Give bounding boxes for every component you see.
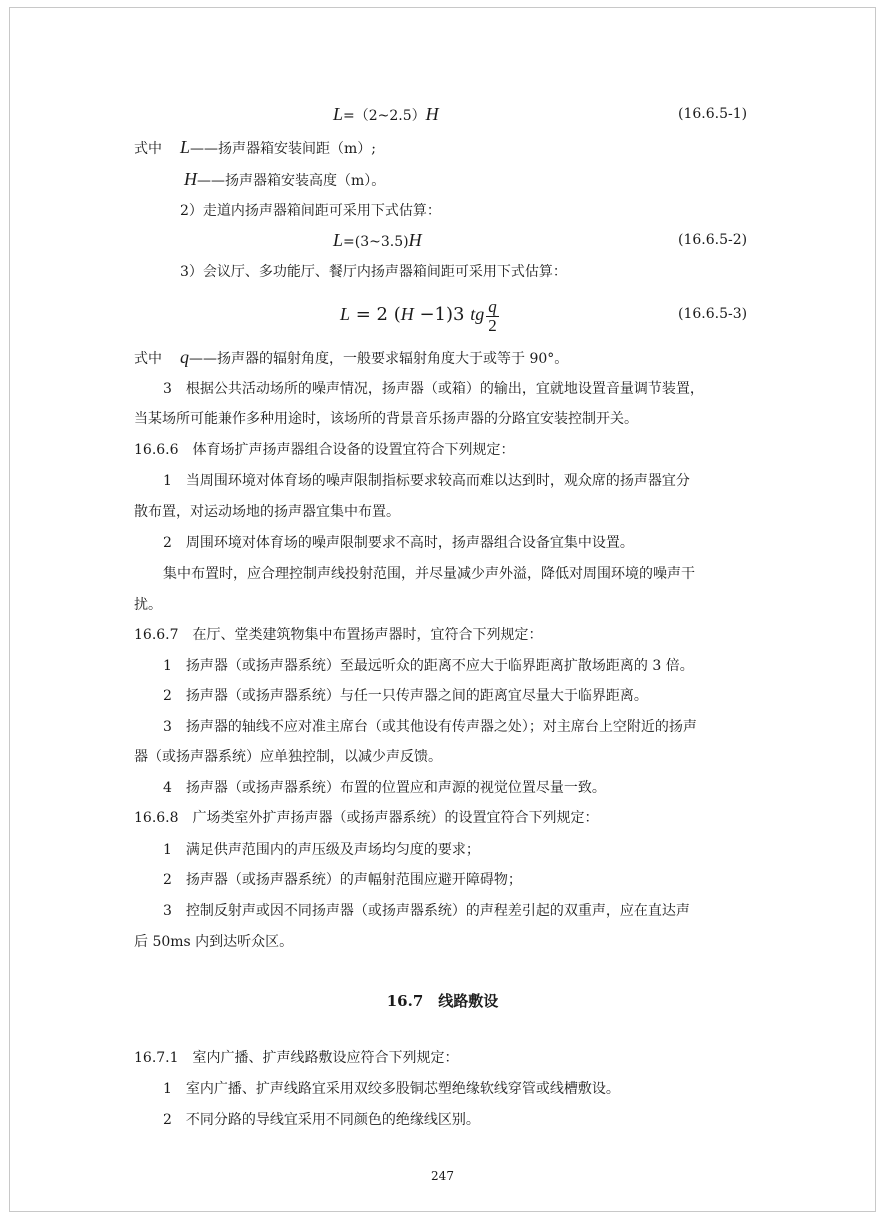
- where-L-definition: ——扬声器箱安装间距（m）;: [190, 141, 377, 157]
- where-clause-1: [134, 137, 376, 159]
- where-L-symbol: L: [180, 137, 191, 157]
- eq3-fraction-denominator: 2: [488, 315, 497, 335]
- equation-3: [340, 294, 499, 336]
- clause-16-6-6-item-1-line-1: 1 当周围环境对体育场的噪声限制指标要求较高而难以达到时，观众席的扬声器宜分: [163, 473, 690, 489]
- where-q-definition: ——扬声器的辐射角度，一般要求辐射角度大于或等于 90°。: [189, 351, 569, 367]
- clause-16-6-7-item-3-line-1: 3 扬声器的轴线不应对准主席台（或其他设有传声器之处）；对主席台上空附近的扬声: [163, 719, 697, 735]
- clause-16-6-8-item-3-line-2: 后 50ms 内到达听众区。: [134, 934, 294, 950]
- equation-1-number: (16.6.5-1): [678, 106, 748, 122]
- eq2-L: L: [333, 230, 344, 250]
- eq2-equals: =: [343, 234, 355, 250]
- page-number: 247: [431, 1169, 454, 1183]
- eq1-L: L: [333, 104, 344, 124]
- clause-16-6-8-item-3-line-1: 3 控制反射声或因不同扬声器（或扬声器系统）的声程差引起的双重声，应在直达声: [163, 903, 690, 919]
- clause-16-6-7-item-3-line-2: 器（或扬声器系统）应单独控制，以减少声反馈。: [134, 749, 442, 765]
- clause-16-6-6-title: 16.6.6 体育场扩声扬声器组合设备的设置宜符合下列规定：: [134, 442, 515, 458]
- clause-16-6-8-item-1: 1 满足供声范围内的声压级及声场均匀度的要求；: [163, 842, 480, 858]
- eq2-H: H: [408, 230, 422, 250]
- eq1-equals: =: [343, 108, 355, 124]
- clause-16-6-7-item-2: 2 扬声器（或扬声器系统）与任一只传声器之间的距离宜尽量大于临界距离。: [163, 688, 648, 704]
- clause-16-6-6-para-line-1: 集中布置时，应合理控制声线投射范围，并尽量减少声外溢，降低对周围环境的噪声干: [163, 566, 695, 582]
- eq3-H: H: [400, 304, 414, 324]
- eq3-fraction-numerator: q: [488, 296, 497, 316]
- eq3-rest: −1)3: [413, 304, 471, 325]
- clause-16-7-1-item-1: 1 室内广播、扩声线路宜采用双绞多股铜芯塑绝缘软线穿管或线槽敷设。: [163, 1081, 620, 1097]
- equation-2-number: (16.6.5-2): [678, 232, 748, 248]
- clause-16-7-1-item-2: 2 不同分路的导线宜采用不同颜色的绝缘线区别。: [163, 1112, 480, 1128]
- equation-3-number: (16.6.5-3): [678, 306, 748, 322]
- section-16-7-heading: 16.7 线路敷设: [386, 992, 499, 1010]
- clause-16-6-7-item-4: 4 扬声器（或扬声器系统）布置的位置应和声源的视觉位置尽量一致。: [163, 780, 606, 796]
- equation-2: [333, 230, 422, 252]
- item-2-text: 2）走道内扬声器箱间距可采用下式估算：: [180, 203, 441, 219]
- where-H-line: [184, 169, 385, 191]
- eq1-H: H: [425, 104, 439, 124]
- eq3-tg: tg: [470, 304, 485, 324]
- para-3-line-1: 3 根据公共活动场所的噪声情况，扬声器（或箱）的输出，宜就地设置音量调节装置，: [163, 381, 704, 397]
- where-q-symbol: q: [180, 347, 189, 367]
- where-H-definition: ——扬声器箱安装高度（m）。: [197, 173, 386, 189]
- where-clause-2: [134, 347, 568, 369]
- clause-16-6-8-title: 16.6.8 广场类室外扩声扬声器（或扬声器系统）的设置宜符合下列规定：: [134, 810, 599, 826]
- clause-16-7-1-title: 16.7.1 室内广播、扩声线路敷设应符合下列规定：: [134, 1050, 459, 1066]
- eq3-equals: = 2 (: [350, 304, 401, 325]
- equation-1: [333, 104, 439, 126]
- where-prefix: 式中: [134, 141, 162, 157]
- clause-16-6-7-title: 16.6.7 在厅、堂类建筑物集中布置扬声器时，宜符合下列规定：: [134, 627, 543, 643]
- eq3-L: L: [340, 304, 351, 324]
- where2-prefix: 式中: [134, 351, 162, 367]
- eq1-range: （2~2.5）: [354, 108, 426, 124]
- item-3-text: 3）会议厅、多功能厅、餐厅内扬声器箱间距可采用下式估算：: [180, 264, 567, 280]
- clause-16-6-7-item-1: 1 扬声器（或扬声器系统）至最远听众的距离不应大于临界距离扩散场距离的 3 倍。: [163, 658, 694, 674]
- clause-16-6-6-para-line-2: 扰。: [134, 597, 162, 613]
- eq2-range: (3~3.5): [354, 234, 409, 250]
- clause-16-6-6-item-1-line-2: 散布置，对运动场地的扬声器宜集中布置。: [134, 504, 400, 520]
- where-H-symbol: H: [184, 169, 197, 189]
- eq3-fraction: [486, 298, 499, 335]
- clause-16-6-6-item-2: 2 周围环境对体育场的噪声限制要求不高时，扬声器组合设备宜集中设置。: [163, 535, 634, 551]
- clause-16-6-8-item-2: 2 扬声器（或扬声器系统）的声幅射范围应避开障碍物；: [163, 872, 522, 888]
- para-3-line-2: 当某场所可能兼作多种用途时，该场所的背景音乐扬声器的分路宜安装控制开关。: [134, 411, 638, 427]
